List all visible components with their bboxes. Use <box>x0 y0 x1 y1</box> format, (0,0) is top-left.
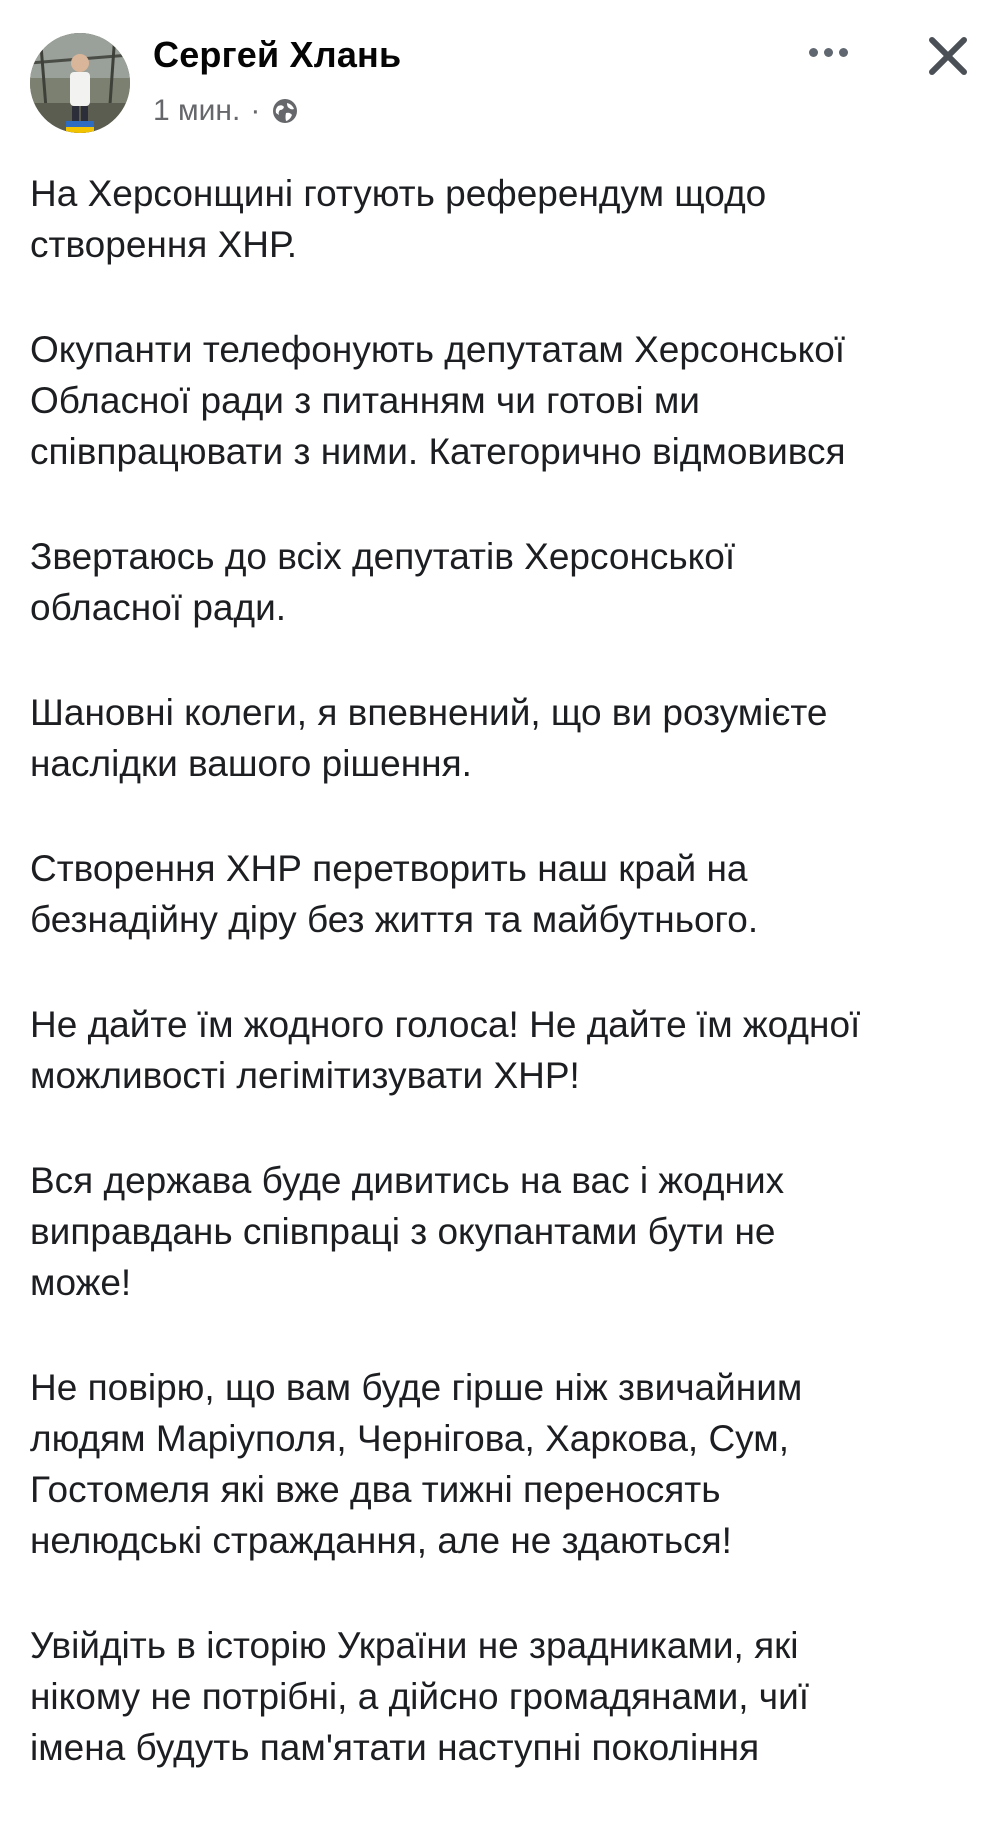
more-horizontal-icon[interactable] <box>800 30 856 74</box>
post-meta <box>153 91 300 131</box>
post-time[interactable]: 1 мин. <box>153 94 241 127</box>
post-body <box>30 168 980 1827</box>
meta-separator: · <box>250 94 261 127</box>
post-paragraph: Не повірю, що вам буде гірше ніж звичайним людям Маріуполя, Чернігова, Харкова, Сум, Гостомеля які вже два тижні переносять нелюдські страждання, але не здаються! <box>30 1367 803 1561</box>
author-name[interactable]: Сергей Хлань <box>153 34 402 75</box>
post-paragraph: Звертаюсь до всіх депутатів Херсонської обласної ради. <box>30 536 736 628</box>
post-paragraph: Окупанти телефонують депутатам Херсонської Обласної ради з питанням чи готові ми співпрацювати з ними. Категорично відмовився <box>30 329 846 472</box>
post-paragraph: На Херсонщині готують референдум щодо створення ХНР. <box>30 173 767 265</box>
avatar[interactable] <box>30 33 130 133</box>
close-icon[interactable] <box>920 28 976 84</box>
avatar-photo <box>30 33 130 133</box>
post-paragraph: Вся держава буде дивитись на вас і жодних виправдань співпраці з окупантами бути не може! <box>30 1160 785 1303</box>
post-header <box>0 0 1000 150</box>
post-paragraph: Шановні колеги, я впевнений, що ви розумієте наслідки вашого рішення. <box>30 692 828 784</box>
post-paragraph: Не дайте їм жодного голоса! Не дайте їм жодної можливості легімітизувати ХНР! <box>30 1004 861 1096</box>
post-paragraph: Увійдіть в історію України не зрадниками, які нікому не потрібні, а дійсно громадянами, чиї імена будуть пам'ятати наступні покоління <box>30 1625 810 1768</box>
post-paragraph: Створення ХНР перетворить наш край на безнадійну діру без життя та майбутнього. <box>30 848 759 940</box>
globe-icon <box>270 96 300 126</box>
